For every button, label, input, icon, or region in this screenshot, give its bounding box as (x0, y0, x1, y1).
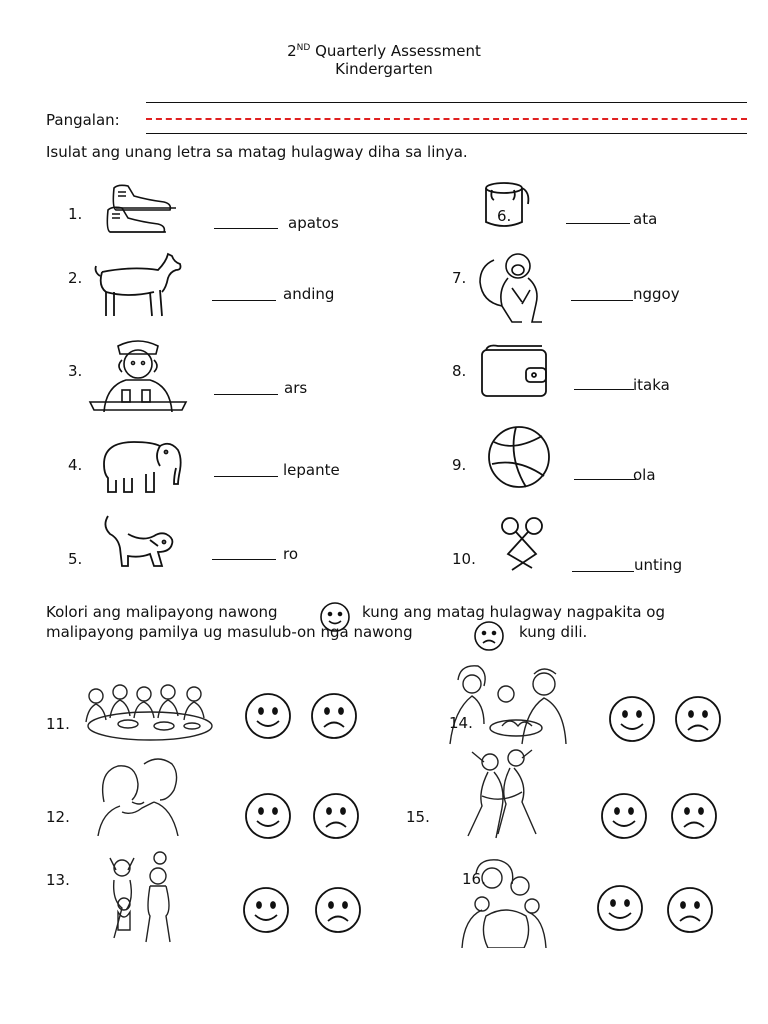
item-number: 9. (452, 456, 467, 474)
shoes-icon (100, 180, 178, 238)
family-meal-icon (442, 660, 574, 746)
item-number: 16. (462, 870, 486, 888)
item-word: ro (283, 545, 299, 563)
sad-face-icon[interactable] (310, 790, 362, 842)
happy-face-icon[interactable] (242, 690, 294, 742)
ball-icon (486, 424, 552, 490)
sad-face-icon[interactable] (308, 690, 360, 742)
answer-blank-9[interactable] (574, 479, 636, 480)
item-number: 5. (68, 550, 83, 568)
item-number: 4. (68, 456, 83, 474)
item-word: apatos (288, 214, 339, 232)
item-word: ars (284, 379, 308, 397)
happy-face-icon[interactable] (606, 693, 658, 745)
answer-blank-5[interactable] (212, 559, 276, 560)
sad-face-icon[interactable] (672, 693, 724, 745)
happy-face-icon[interactable] (242, 790, 294, 842)
kissing-couple-icon (92, 752, 184, 836)
answer-blank-8[interactable] (574, 389, 634, 390)
sad-face-icon[interactable] (664, 884, 716, 936)
sad-face-icon[interactable] (668, 790, 720, 842)
item-number: 3. (68, 362, 83, 380)
item-number: 14. (449, 714, 473, 732)
answer-blank-6[interactable] (566, 223, 630, 224)
item-number: 2. (68, 269, 83, 287)
page-title: 2ND Quarterly Assessment (287, 42, 481, 60)
answer-blank-1[interactable] (214, 228, 278, 229)
item-word: lepante (283, 461, 340, 479)
instruction-letters: Isulat ang unang letra sa matag hulagway diha sa linya. (46, 143, 468, 161)
item-number: 6. (497, 207, 512, 225)
answer-blank-2[interactable] (212, 300, 276, 301)
answer-blank-7[interactable] (571, 300, 633, 301)
item-word: nggoy (633, 285, 680, 303)
name-label: Pangalan: (46, 111, 120, 129)
wallet-icon (478, 342, 550, 400)
couple-dancing-icon (460, 746, 546, 842)
name-line-bottom (146, 133, 747, 134)
instruction-faces-line2b: kung dili. (519, 623, 588, 641)
elephant-icon (96, 434, 186, 494)
answer-blank-4[interactable] (214, 476, 278, 477)
item-word: itaka (633, 376, 670, 394)
name-line-top (146, 102, 747, 103)
item-word: anding (283, 285, 335, 303)
happy-face-icon[interactable] (594, 882, 646, 934)
instruction-faces-line2: malipayong pamilya ug masulub-on nga nawong (46, 623, 413, 641)
item-number: 13. (46, 871, 70, 889)
sad-face-icon (472, 619, 506, 653)
item-number: 1. (68, 205, 83, 223)
instruction-faces-line1: Kolori ang malipayong nawong (46, 603, 278, 621)
item-number: 8. (452, 362, 467, 380)
item-number: 15. (406, 808, 430, 826)
nurse-icon (86, 332, 190, 414)
dog-icon (98, 512, 174, 570)
item-number: 7. (452, 269, 467, 287)
instruction-faces-line1b: kung ang matag hulagway nagpakita og (362, 603, 666, 621)
item-number: 10. (452, 550, 476, 568)
name-line-dashed[interactable] (146, 118, 747, 120)
item-word: ola (633, 466, 656, 484)
scissors-icon (496, 514, 550, 572)
item-word: ata (633, 210, 658, 228)
page-subtitle: Kindergarten (335, 60, 433, 78)
family-playing-icon (96, 850, 192, 944)
happy-face-icon[interactable] (598, 790, 650, 842)
item-word: unting (634, 556, 683, 574)
answer-blank-3[interactable] (214, 394, 278, 395)
sad-face-icon[interactable] (312, 884, 364, 936)
monkey-icon (474, 248, 556, 328)
happy-face-icon[interactable] (240, 884, 292, 936)
item-number: 11. (46, 715, 70, 733)
item-number: 12. (46, 808, 70, 826)
goat-icon (90, 248, 186, 318)
family-dinner-icon (78, 676, 220, 746)
answer-blank-10[interactable] (572, 571, 634, 572)
